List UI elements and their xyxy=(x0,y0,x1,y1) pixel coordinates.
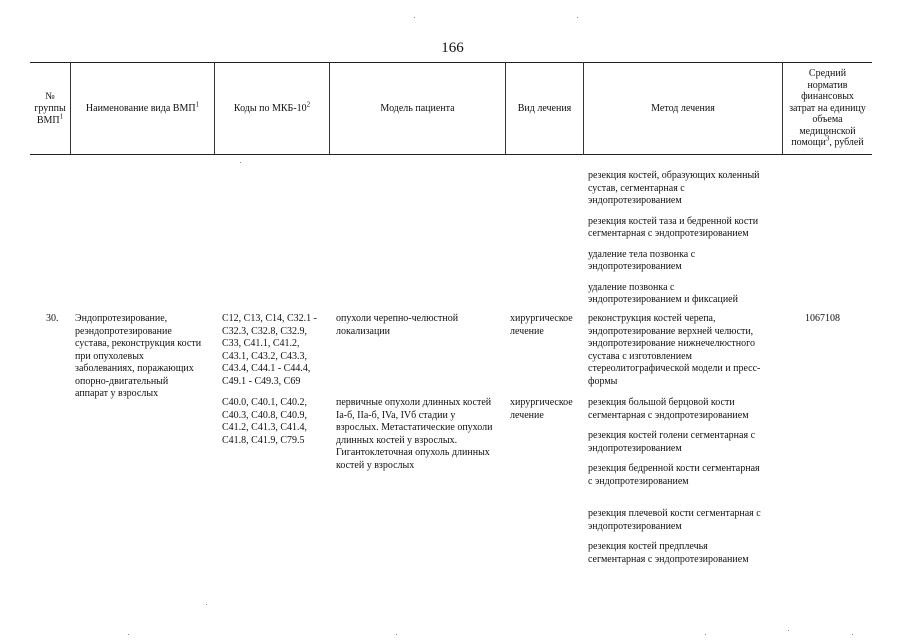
scan-speck xyxy=(206,604,207,605)
header-group-number xyxy=(30,63,70,154)
scan-speck xyxy=(705,634,706,635)
continued-method-list xyxy=(588,170,783,307)
vmp-name-cell: Эндопротезирование, реэндопротезирование сустава, реконструкция кости при опухолевых заболеваниях, поражающих опорно-двигательный аппарат у взрослых xyxy=(75,313,202,399)
header-cost-line: норматив xyxy=(807,79,848,91)
method-item: резекция большой берцовой кости сегментарная с эндопротезированием xyxy=(588,397,749,421)
treatment-method-cell xyxy=(588,397,783,574)
method-item: резекция костей предплечья сегментарная с эндопротезированием xyxy=(588,541,749,565)
row-number: 30. xyxy=(46,313,59,324)
header-cost-line: медицинской xyxy=(799,125,856,137)
icd-codes-cell: C12, C13, C14, C32.1 - C32.3, C32.8, C32.9, C33, C41.1, C41.2, C43.1, C43.2, C43.3, C43.4, C44.1 - C44.4, C49.1 - C49.3, C69 xyxy=(222,313,318,387)
patient-model-cell: первичные опухоли длинных костей Ia-б, IIa-б, IVa, IVб стадии у взрослых. Метастатические опухоли длинных костей у взрослых. Гигантоклеточная опухоль длинных костей у взрослых xyxy=(336,397,493,471)
cost-value: 1067108 xyxy=(805,313,840,324)
icd-codes-cell: C40.0, C40.1, C40.2, C40.3, C40.8, C40.9, C41.2, C41.3, C41.4, C41.8, C41.9, C79.5 xyxy=(222,397,308,446)
header-icd-codes: Коды по МКБ-$10^2$ xyxy=(233,100,311,114)
header-cost-line: помощи$^3$, рублей xyxy=(791,134,864,149)
method-item: реконструкция костей черепа, эндопротезирование верхней челюсти, эндопротезирование нижнечелюстного сустава с изготовлением стереолитографической модели и пресс- формы xyxy=(588,313,761,387)
patient-model-cell: опухоли черепно-челюстной локализации xyxy=(336,313,459,337)
header-bottom-border xyxy=(30,154,872,155)
footnote-mark: 3 xyxy=(825,134,830,143)
header-treatment-method: Метод лечения xyxy=(651,102,715,114)
treatment-method-cell xyxy=(588,313,783,396)
treatment-type-cell: хирургическое лечение xyxy=(510,397,573,421)
header-vmp-name: Наименование вида ВМП$^1$ xyxy=(85,100,200,114)
header-cost-line: объема xyxy=(812,114,843,126)
method-item: резекция костей голени сегментарная с эндопротезированием xyxy=(588,430,756,454)
header-patient-model: Модель пациента xyxy=(380,102,455,114)
scan-speck xyxy=(128,634,129,635)
method-item: резекция плечевой кости сегментарная с эндопротезированием xyxy=(588,508,761,532)
header-cost-line: затрат на единицу xyxy=(789,102,866,114)
method-item: резекция бедренной кости сегментарная с эндопротезированием xyxy=(588,463,760,487)
page-number: 166 xyxy=(441,40,464,56)
footnote-mark: 1 xyxy=(59,112,64,121)
footnote-mark: 2 xyxy=(306,100,311,109)
scan-speck xyxy=(577,17,578,18)
method-item: резекция костей таза и бедренной кости сегментарная с эндопротезированием xyxy=(588,215,759,239)
method-item: удаление тела позвонка с эндопротезированием xyxy=(588,248,696,272)
header-num-line: ВМП$^1$ xyxy=(36,112,64,126)
scan-speck xyxy=(240,162,241,163)
header-num-line: группы xyxy=(34,102,66,114)
footnote-mark: 1 xyxy=(195,100,200,109)
scan-speck xyxy=(414,17,415,18)
header-cost-line: Средний xyxy=(808,68,847,80)
header-cost-norm xyxy=(783,63,872,154)
scan-speck xyxy=(852,634,853,635)
treatment-type-cell: хирургическое лечение xyxy=(510,313,573,337)
method-item: удаление позвонка с эндопротезированием и фиксацией xyxy=(588,281,738,305)
method-item: резекция костей, образующих коленный сустав, сегментарная с эндопротезированием xyxy=(588,170,760,206)
header-cost-line: финансовых xyxy=(801,91,854,103)
header-treatment-type: Вид лечения xyxy=(517,102,572,114)
scan-speck xyxy=(396,634,397,635)
scan-speck xyxy=(788,630,789,631)
header-num-line: № xyxy=(45,90,55,102)
